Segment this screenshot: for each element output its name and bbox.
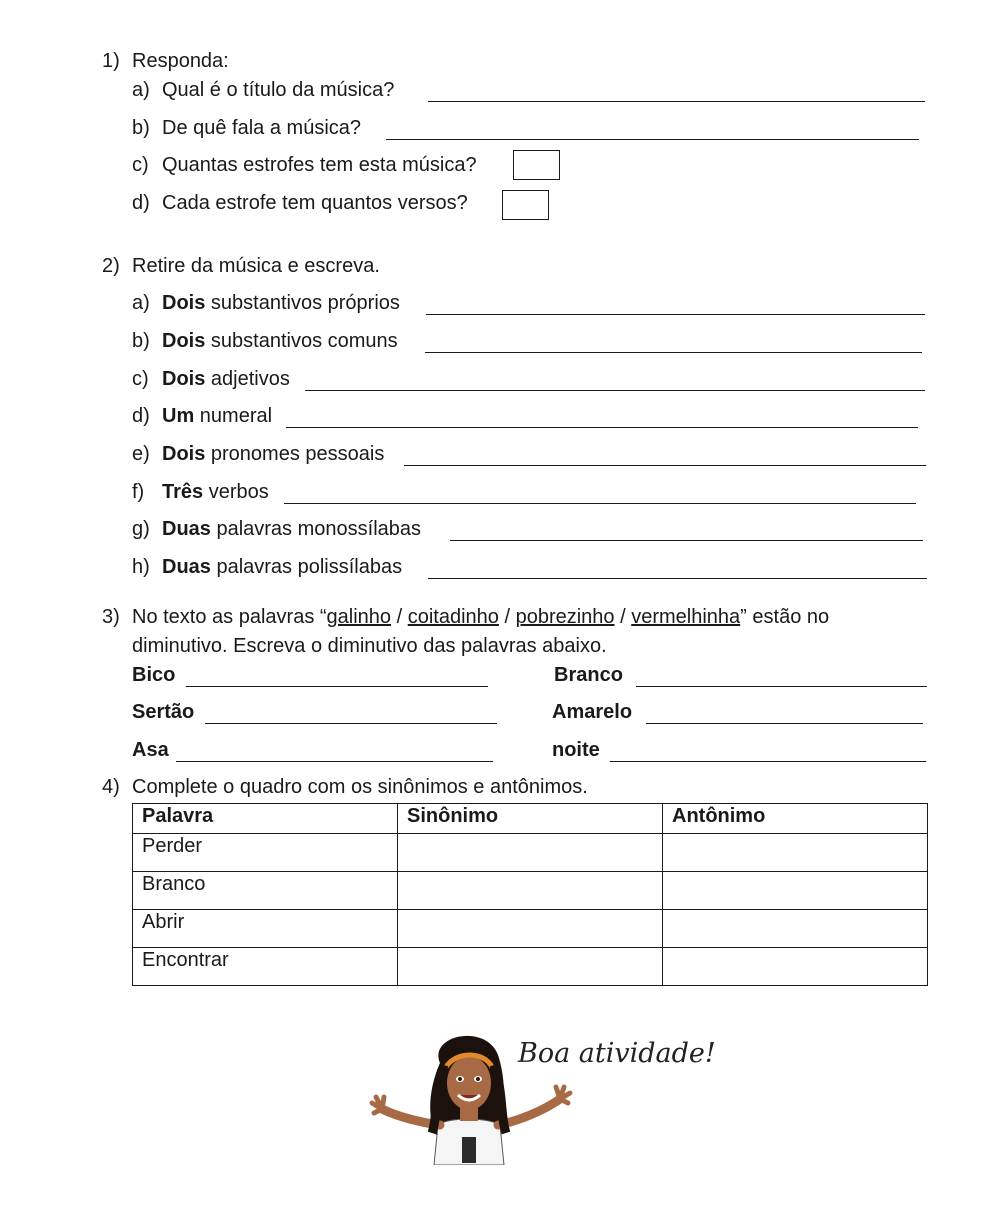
- q2-a-answer-line[interactable]: [426, 290, 925, 315]
- q2-item-g-letter: g): [132, 518, 150, 540]
- antonym-input-abrir[interactable]: [672, 912, 918, 933]
- q3-word-vermelhinha: vermelhinha: [631, 606, 741, 628]
- q2-item-b-text: [162, 330, 398, 353]
- q2-item-c-rest: adjetivos: [205, 368, 290, 390]
- q3-line1-suffix: ” estão no: [740, 606, 830, 628]
- row-word-perder: Perder: [133, 834, 398, 872]
- q2-d-answer-line[interactable]: [286, 403, 918, 428]
- q2-f-answer-line[interactable]: [284, 479, 916, 504]
- q2-number: 2): [102, 255, 120, 277]
- synonym-cell[interactable]: [398, 910, 663, 948]
- q2-item-a-letter: a): [132, 292, 150, 314]
- synonym-cell[interactable]: [398, 872, 663, 910]
- antonym-cell[interactable]: [663, 834, 928, 872]
- q1-b-answer-line[interactable]: [386, 115, 919, 140]
- table-row: [133, 834, 928, 872]
- q3-separator-2: /: [498, 606, 516, 628]
- header-sinonimo: Sinônimo: [398, 804, 663, 834]
- q3-line1: [132, 606, 829, 629]
- q3-word-branco: Branco: [554, 664, 623, 686]
- q2-item-f-letter: f): [132, 481, 145, 503]
- q2-item-c-letter: c): [132, 368, 149, 390]
- q3-asa-answer-line[interactable]: [176, 737, 493, 762]
- q3-word-amarelo: Amarelo: [552, 701, 633, 723]
- q3-sertao-answer-line[interactable]: [205, 699, 497, 724]
- header-antonimo: Antônimo: [663, 804, 928, 834]
- synonym-input-abrir[interactable]: [407, 912, 653, 933]
- row-word-encontrar: Encontrar: [133, 948, 398, 986]
- q2-item-e-letter: e): [132, 443, 150, 465]
- synonym-input-branco[interactable]: [407, 874, 653, 895]
- q2-item-d-rest: numeral: [194, 405, 273, 427]
- q1-item-a-letter: a): [132, 79, 150, 101]
- q2-item-h-bold: Duas: [162, 556, 211, 578]
- q2-item-c-text: [162, 368, 290, 391]
- q1-item-d-letter: d): [132, 192, 150, 214]
- q2-item-e-rest: pronomes pessoais: [205, 443, 385, 465]
- header-palavra: Palavra: [133, 804, 398, 834]
- q2-c-answer-line[interactable]: [305, 366, 925, 391]
- q1-d-answer-box[interactable]: [502, 190, 549, 220]
- antonym-input-branco[interactable]: [672, 874, 918, 895]
- q2-item-d-bold: Um: [162, 405, 195, 427]
- synonym-input-encontrar[interactable]: [407, 950, 653, 971]
- q2-item-d-text: [162, 405, 272, 428]
- q2-item-f-bold: Três: [162, 481, 204, 503]
- q4-title: Complete o quadro com os sinônimos e antônimos.: [132, 776, 588, 798]
- q1-number: 1): [102, 50, 120, 72]
- q2-item-d-letter: d): [132, 405, 150, 427]
- synonym-cell[interactable]: [398, 948, 663, 986]
- antonym-cell[interactable]: [663, 910, 928, 948]
- antonym-input-encontrar[interactable]: [672, 950, 918, 971]
- row-word-abrir: Abrir: [133, 910, 398, 948]
- shirt-print: [462, 1137, 476, 1163]
- q2-item-h-rest: palavras polissílabas: [210, 556, 403, 578]
- q1-a-answer-line[interactable]: [428, 77, 925, 102]
- q2-item-f-rest: verbos: [203, 481, 269, 503]
- q1-item-b-letter: b): [132, 117, 150, 139]
- q3-word-coitadinho: coitadinho: [407, 606, 499, 628]
- q2-item-b-letter: b): [132, 330, 150, 352]
- q2-item-f-text: [162, 481, 269, 504]
- q3-bico-answer-line[interactable]: [186, 662, 488, 687]
- q2-title: Retire da música e escreva.: [132, 255, 380, 277]
- table-row: [133, 948, 928, 986]
- synonym-cell[interactable]: [398, 834, 663, 872]
- q3-word-sertao: Sertão: [132, 701, 195, 723]
- q3-branco-answer-line[interactable]: [636, 662, 927, 687]
- q3-line1-prefix: No texto as palavras “: [132, 606, 327, 628]
- face: [447, 1056, 491, 1110]
- q1-c-answer-box[interactable]: [513, 150, 560, 180]
- q1-title: Responda:: [132, 50, 229, 72]
- q3-noite-answer-line[interactable]: [610, 737, 926, 762]
- synonym-input-perder[interactable]: [407, 836, 653, 857]
- q2-item-e-bold: Dois: [162, 443, 206, 465]
- antonym-cell[interactable]: [663, 948, 928, 986]
- q2-item-a-text: [162, 292, 400, 315]
- right-pupil: [476, 1077, 480, 1081]
- q2-g-answer-line[interactable]: [450, 516, 923, 541]
- smile: [458, 1095, 480, 1100]
- q3-line2: diminutivo. Escreva o diminutivo das palavras abaixo.: [132, 635, 607, 657]
- row-word-branco: Branco: [133, 872, 398, 910]
- footer-message: Boa atividade!: [518, 1038, 716, 1069]
- q3-word-bico: Bico: [132, 664, 176, 686]
- q3-number: 3): [102, 606, 120, 628]
- q2-item-h-text: [162, 556, 402, 579]
- q3-separator-1: /: [391, 606, 408, 628]
- q1-item-b-text: De quê fala a música?: [162, 117, 362, 139]
- table-header-row: [133, 804, 928, 834]
- q2-item-h-letter: h): [132, 556, 150, 578]
- q2-item-b-bold: Dois: [162, 330, 206, 352]
- q4-number: 4): [102, 776, 120, 798]
- table-row: [133, 910, 928, 948]
- q1-item-c-letter: c): [132, 154, 149, 176]
- q3-word-pobrezinho: pobrezinho: [515, 606, 615, 628]
- q3-word-galinho: galinho: [326, 606, 392, 628]
- q2-item-a-rest: substantivos próprios: [205, 292, 400, 314]
- synonym-antonym-table: [132, 803, 928, 986]
- q3-separator-3: /: [614, 606, 632, 628]
- antonym-cell[interactable]: [663, 872, 928, 910]
- q3-word-asa: Asa: [132, 739, 169, 761]
- left-hand: [372, 1097, 384, 1113]
- q2-item-e-text: [162, 443, 384, 466]
- q2-item-b-rest: substantivos comuns: [205, 330, 398, 352]
- q1-item-a-text: Qual é o título da música?: [162, 79, 395, 101]
- right-hand: [556, 1087, 570, 1103]
- q2-item-c-bold: Dois: [162, 368, 206, 390]
- q2-item-a-bold: Dois: [162, 292, 206, 314]
- q1-item-c-text: Quantas estrofes tem esta música?: [162, 154, 477, 176]
- table-row: [133, 872, 928, 910]
- q3-word-noite: noite: [552, 739, 600, 761]
- q2-item-g-rest: palavras monossílabas: [210, 518, 422, 540]
- q2-item-g-text: [162, 518, 421, 541]
- antonym-input-perder[interactable]: [672, 836, 918, 857]
- q2-item-g-bold: Duas: [162, 518, 211, 540]
- q1-item-d-text: Cada estrofe tem quantos versos?: [162, 192, 468, 214]
- left-pupil: [458, 1077, 462, 1081]
- q3-amarelo-answer-line[interactable]: [646, 699, 923, 724]
- q2-e-answer-line[interactable]: [404, 441, 926, 466]
- q2-b-answer-line[interactable]: [425, 328, 922, 353]
- q2-h-answer-line[interactable]: [428, 554, 927, 579]
